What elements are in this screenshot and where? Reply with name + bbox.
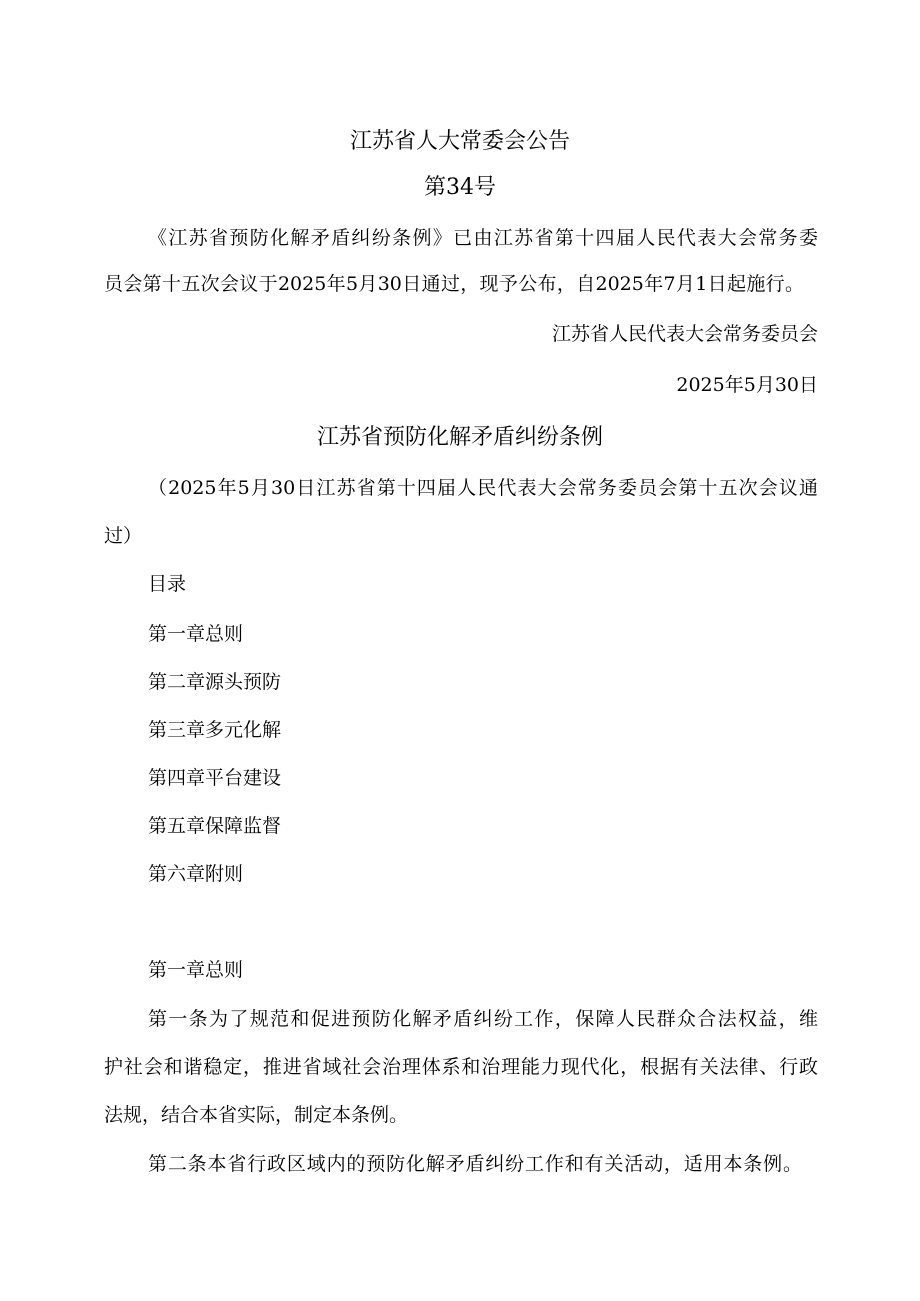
article-line: 护社会和谐稳定，推进省域社会治理体系和治理能力现代化，根据有关法律、行政 [104,1056,818,1078]
adoption-note-line: （2025年5月30日江苏省第十四届人民代表大会常务委员会第十五次会议通 [148,477,818,499]
announcement-body-line: 员会第十五次会议于2025年5月30日通过，现予公布，自2025年7月1日起施行。 [104,273,804,295]
article-line: 第二条本省行政区域内的预防化解矛盾纠纷工作和有关活动，适用本条例。 [148,1153,802,1175]
toc-item: 第三章多元化解 [148,719,282,741]
toc-item: 第二章源头预防 [148,671,282,693]
toc-item: 第六章附则 [148,863,244,885]
announcement-number: 第34号 [424,175,496,200]
announcement-issuer: 江苏省人民代表大会常务委员会 [551,323,818,345]
announcement-date: 2025年5月30日 [676,374,818,396]
announcement-title: 江苏省人大常委会公告 [349,129,570,154]
toc-heading: 目录 [148,573,187,595]
regulation-title: 江苏省预防化解矛盾纠纷条例 [316,425,603,450]
article-line: 法规，结合本省实际，制定本条例。 [104,1104,409,1126]
article-line: 第一条为了规范和促进预防化解矛盾纠纷工作，保障人民群众合法权益，维 [148,1008,818,1030]
announcement-body-line: 《江苏省预防化解矛盾纠纷条例》已由江苏省第十四届人民代表大会常务委 [148,227,818,249]
chapter-heading: 第一章总则 [148,959,244,981]
adoption-note-line: 过） [104,525,143,547]
toc-item: 第四章平台建设 [148,767,282,789]
toc-item: 第五章保障监督 [148,815,282,837]
toc-item: 第一章总则 [148,623,244,645]
